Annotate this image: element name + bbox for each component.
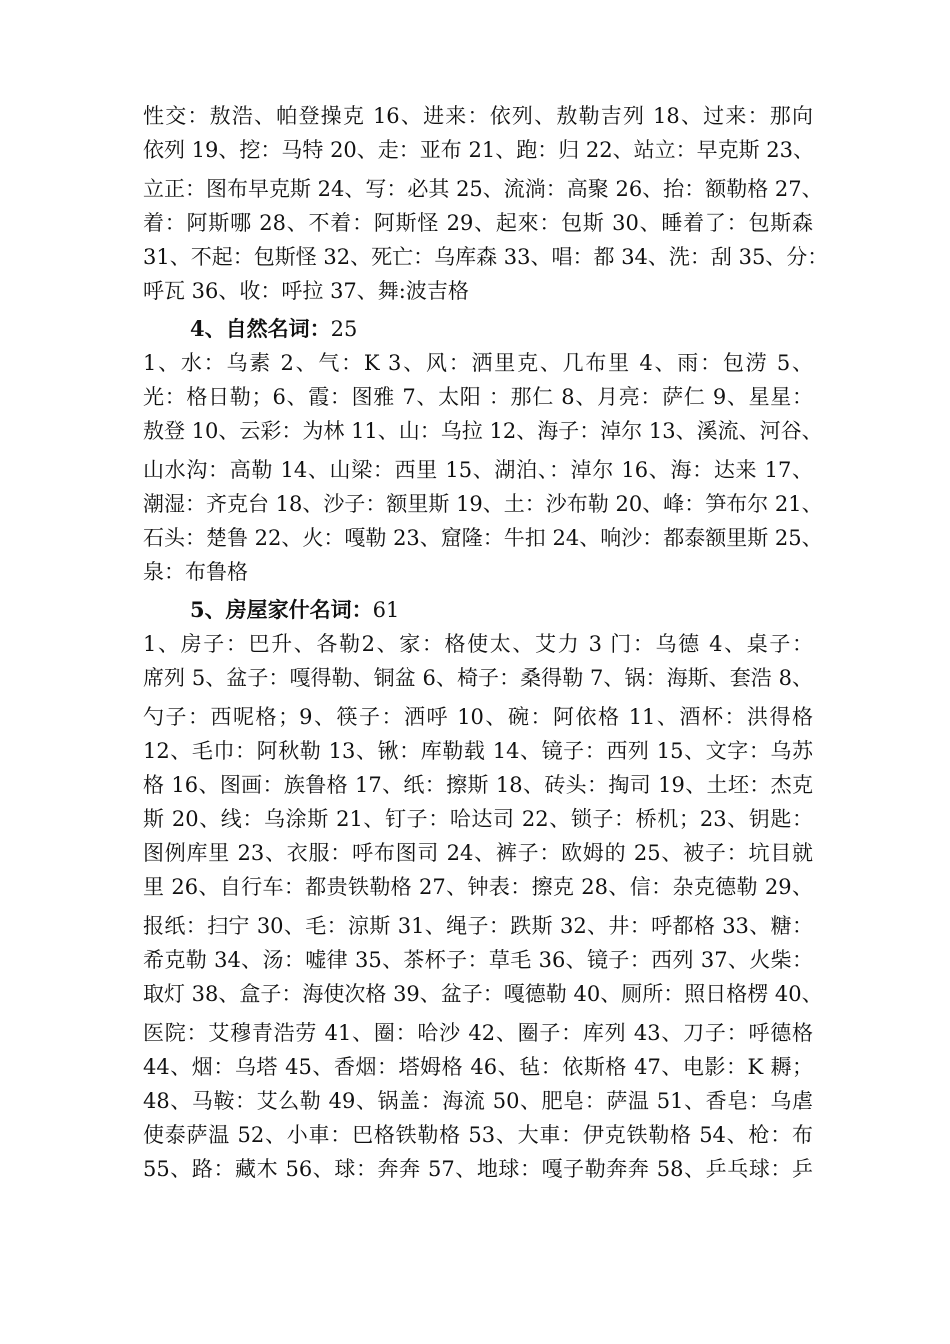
- text-line: 石头：楚鲁 22、火：嘎勒 23、窟隆：牛扣 24、响沙：都泰额里斯 25、: [143, 526, 823, 550]
- text-line: 性交：敖浩、帕登操克 16、进来：依列、敖勒吉列 18、过来：那向: [143, 104, 813, 128]
- text-line: 里 26、自行车：都贵铁勒格 27、钟表：擦克 28、信：杂克德勒 29、: [143, 875, 813, 899]
- text-line: 山水沟：高勒 14、山梁：西里 15、湖泊、：淖尔 16、海：达来 17、: [143, 458, 813, 482]
- section-heading-household: [190, 597, 399, 623]
- section-heading-title: 4、自然名词：: [190, 316, 331, 341]
- text-line: 44、烟：乌塔 45、香烟：塔姆格 46、毡：依斯格 47、电影：K 耨；: [143, 1055, 813, 1079]
- text-line: 31、不起：包斯怪 32、死亡：乌库森 33、唱：都 34、洗：刮 35、分：: [143, 245, 829, 269]
- text-line: 12、毛巾：阿秋勒 13、锹：库勒载 14、镜子：西列 15、文字：乌苏: [143, 739, 813, 763]
- text-line: 敖登 10、云彩：为林 11、山：乌拉 12、海子：淖尔 13、溪流、河谷、: [143, 419, 823, 443]
- text-line: 48、马鞍：艾么勒 49、锅盖：海流 50、肥皂：萨温 51、香皂：乌虐: [143, 1089, 813, 1113]
- text-line: 着：阿斯哪 28、不着：阿斯怪 29、起來：包斯 30、睡着了：包斯森: [143, 211, 813, 235]
- text-line: 医院：艾穆青浩劳 41、圈：哈沙 42、圈子：库列 43、刀子：呼德格: [143, 1021, 813, 1045]
- text-line: 依列 19、挖：马特 20、走：亚布 21、跑：归 22、站立：早克斯 23、: [143, 138, 814, 162]
- text-line: 光：格日勒；6、霞：图雅 7、太阳 ：那仁 8、月亮：萨仁 9、星星：: [143, 385, 813, 409]
- text-line: 希克勒 34、汤：嘘律 35、茶杯子：草毛 36、镜子：西列 37、火柴：: [143, 948, 813, 972]
- text-line: 格 16、图画：族鲁格 17、纸：擦斯 18、砖头：掏司 19、土坯：杰克: [143, 773, 813, 797]
- text-line: 1、房子：巴升、各勒2、家：格使太、艾力 3 门：乌德 4、桌子：: [143, 632, 813, 656]
- section-heading-title: 5、房屋家什名词：: [190, 597, 373, 622]
- section-heading-count: 25: [330, 317, 358, 341]
- text-line: 斯 20、线：乌涂斯 21、钉子：哈达司 22、锁子：桥机；23、钥匙：: [143, 807, 813, 831]
- text-line: 席列 5、盆子：嘎得勒、铜盆 6、椅子：桑得勒 7、锅：海斯、套浩 8、: [143, 666, 813, 690]
- text-line: 泉：布鲁格: [143, 560, 248, 584]
- text-line: 潮湿：齐克台 18、沙子：额里斯 19、土：沙布勒 20、峰：笋布尔 21、: [143, 492, 823, 516]
- text-line: 勺子：西呢格；9、筷子：洒呼 10、碗：阿依格 11、酒杯：洪得格: [143, 705, 813, 729]
- section-heading-nature: [190, 316, 357, 342]
- section-heading-count: 61: [372, 598, 400, 622]
- text-line: 取灯 38、盒子：海使次格 39、盆子：嘎德勒 40、厕所：照日格楞 40、: [143, 982, 823, 1006]
- text-line: 图例库里 23、衣服：呼布图司 24、裤子：欧姆的 25、被子：坑目就: [143, 841, 813, 865]
- text-line: 呼瓦 36、收：呼拉 37、舞:波吉格: [143, 279, 469, 303]
- text-line: 55、路：藏木 56、球：奔奔 57、地球：嘎子勒奔奔 58、乒乓球：乒: [143, 1157, 813, 1181]
- text-line: 使泰萨温 52、小車：巴格铁勒格 53、大車：伊克铁勒格 54、枪：布: [143, 1123, 813, 1147]
- text-line: 立正：图布早克斯 24、写：必其 25、流淌：高聚 26、抬：额勒格 27、: [143, 177, 823, 201]
- text-line: 1、水：乌素 2、气：K 3、风：洒里克、几布里 4、雨：包涝 5、: [143, 351, 813, 375]
- text-line: 报纸：扫宁 30、毛：涼斯 31、绳子：跌斯 32、井：呼都格 33、糖：: [143, 914, 813, 938]
